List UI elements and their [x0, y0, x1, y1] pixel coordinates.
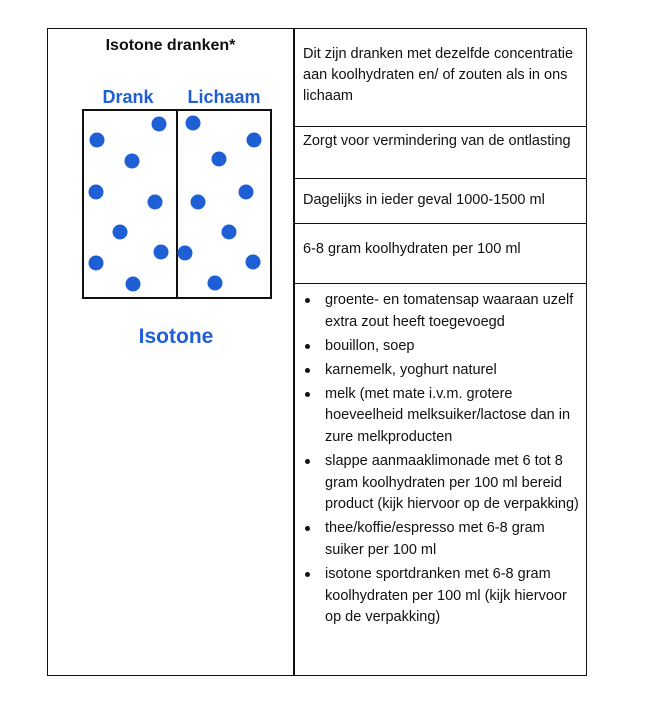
list-item [295, 336, 579, 358]
examples-row [295, 284, 587, 677]
particle [113, 225, 128, 240]
cell-title: Isotone dranken* [105, 37, 236, 54]
label-lichaam: Lichaam [187, 87, 261, 107]
particle [247, 133, 262, 148]
particle [186, 116, 201, 131]
bullet-icon [305, 368, 310, 373]
list-item-text: isotone sportdranken met 6-8 gram koolhydraten per 100 ml (kijk hiervoor op de verpakking) [325, 566, 567, 626]
particle [178, 246, 193, 261]
left-cell [48, 29, 293, 675]
row-text: Zorgt voor vermindering van de ontlasting [303, 133, 571, 149]
row-text: Dit zijn dranken met dezelfde concentratie aan koolhydraten en/ of zouten als in ons lichaam [303, 46, 574, 104]
particle [212, 152, 227, 167]
particle [154, 245, 169, 260]
list-item [295, 384, 579, 449]
row-text: 6-8 gram koolhydraten per 100 ml [303, 241, 521, 257]
list-item-text: bouillon, soep [325, 337, 415, 354]
particle [246, 255, 261, 270]
bullet-icon [305, 392, 310, 397]
effect-row [295, 127, 587, 179]
right-cell [295, 29, 587, 675]
particle [152, 117, 167, 132]
examples-list [295, 290, 579, 629]
particle [126, 277, 141, 292]
bullet-icon [305, 298, 310, 303]
list-item [295, 360, 579, 382]
list-item-text: melk (met mate i.v.m. grotere hoeveelheid melksuiker/lactose dan in zure melkproducten [325, 385, 571, 446]
particle [239, 185, 254, 200]
label-drank: Drank [102, 87, 154, 107]
bullet-icon [305, 459, 310, 464]
particle [125, 154, 140, 169]
particle [208, 276, 223, 291]
list-item [295, 518, 579, 561]
info-table [47, 28, 587, 676]
list-item [295, 564, 579, 629]
bullet-icon [305, 526, 310, 531]
amount-row [295, 179, 587, 224]
particle [191, 195, 206, 210]
bullet-icon [305, 572, 310, 577]
bullet-icon [305, 344, 310, 349]
list-item-text: slappe aanmaaklimonade met 6 tot 8 gram koolhydraten per 100 ml bereid product (kijk hiervoor op de verpakking) [325, 453, 579, 513]
isotone-diagram [76, 81, 276, 351]
row-text: Dagelijks in ieder geval 1000-1500 ml [303, 192, 545, 208]
list-item-text: thee/koffie/espresso met 6-8 gram suiker per 100 ml [325, 520, 545, 559]
definition-row [295, 29, 587, 127]
diagram-caption: Isotone [138, 325, 214, 348]
particle [90, 133, 105, 148]
list-item [295, 290, 579, 333]
list-item [295, 451, 579, 516]
particle [89, 185, 104, 200]
list-item-text: karnemelk, yoghurt naturel [325, 361, 497, 378]
particle [222, 225, 237, 240]
carbohydrate-row [295, 224, 587, 284]
particle [148, 195, 163, 210]
list-item-text: groente- en tomatensap waaraan uzelf extra zout heeft toegevoegd [325, 292, 574, 330]
particle [89, 256, 104, 271]
